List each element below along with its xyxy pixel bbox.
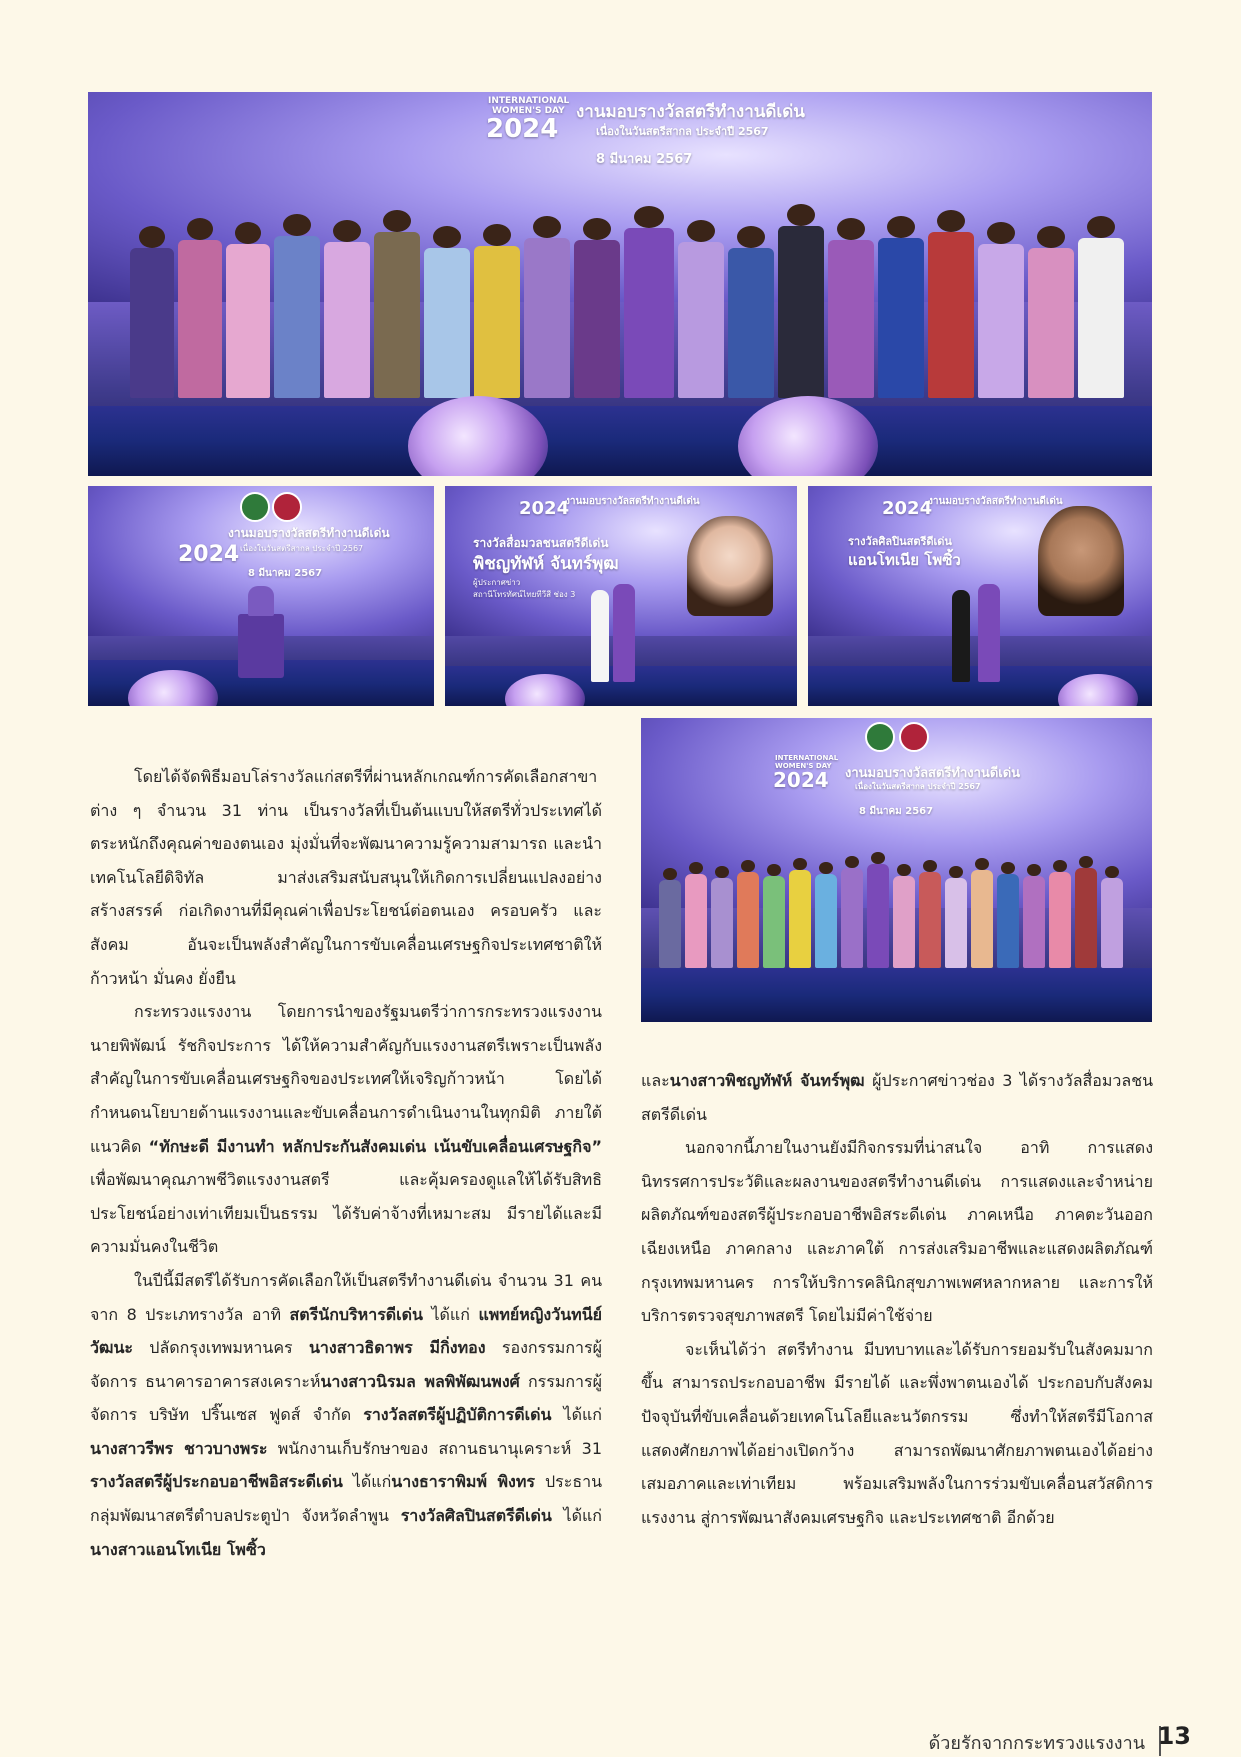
event-date: 8 มีนาคม 2567 [859, 806, 934, 817]
ministry-logo [899, 722, 929, 752]
paragraph-1: โดยได้จัดพิธีมอบโล่รางวัลแก่สตรีที่ผ่านหลักเกณฑ์การคัดเลือกสาขาต่าง ๆ จำนวน 31 ท่าน เป็นรางวัลที่เป็นต้นแบบให้สตรีทั่วประเทศได้ตระหนักถึงคุณค่าของตนเอง มุ่งมั่นที่จะพัฒนาความรู้ความสามารถ และนำเทคโนโลยีดิจิทัล มาส่งเสริมสนับสนุนให้เกิดการเปลี่ยนแปลงอย่างสร้างสรรค์ ก่อเกิดงานที่มีคุณค่าเพื่อประโยชน์ต่อตนเอง ครอบครัว และสังคม อันจะเป็นพลังสำคัญในการขับเคลื่อนเศรษฐกิจประเทศชาติให้ก้าวหน้า มั่นคง ยั่งยืน [90, 767, 602, 988]
event-title: งานมอบรางวัลสตรีทำงานดีเด่น [576, 102, 805, 122]
women-group-photo [641, 718, 1152, 1022]
event-title: งานมอบรางวัลสตรีทำงานดีเด่น [845, 766, 1021, 781]
event-date: 8 มีนาคม 2567 [248, 568, 323, 579]
emblem-logo [240, 492, 270, 522]
footer-label: ด้วยรักจากกระทรวงแรงงาน [928, 1733, 1145, 1754]
badge-intl: INTERNATIONAL [488, 96, 570, 106]
slogan: “ทักษะดี มีงานทำ หลักประกันสังคมเด่น เน้นขับเคลื่อนเศรษฐกิจ” [148, 1136, 602, 1156]
badge-year: 2024 [773, 768, 829, 792]
badge-womens-day: WOMEN'S DAY [775, 762, 832, 770]
recipient [591, 590, 609, 682]
paragraph-conclusion: จะเห็นได้ว่า สตรีทำงาน มีบทบาทและได้รับการยอมรับในสังคมมากขึ้น สามารถประกอบอาชีพ มีรายได้ และพึ่งพาตนเองได้ ประกอบกับสังคมปัจจุบันที่ขับเคลื่อนด้วยเทคโนโลยีและนวัตกรรม ซึ่งทำให้สตรีมีโอกาสแสดงศักยภาพได้อย่างเปิดกว้าง สามารถพัฒนาศักยภาพตนเองได้อย่างเสมอภาคและเท่าเทียม พร้อมเสริมพลังในการร่วมขับเคลื่อนสวัสดิการแรงงาน สู่การพัฒนาสังคมเศรษฐกิจ และประเทศชาติ อีกด้วย [641, 1339, 1153, 1527]
podium [238, 614, 284, 678]
paragraph-2: กระทรวงแรงงาน โดยการนำของรัฐมนตรีว่าการกระทรวงแรงงานนายพิพัฒน์ รัชกิจประการ ได้ให้ความสำคัญกับแรงงานสตรีเพราะเป็นพลังสำคัญในการขับเคลื่อนเศรษฐกิจของประเทศให้เจริญก้าวหน้า โดยได้กำหนดนโยบายด้านแรงงานและขับเคลื่อนการดำเนินงานในทุกมิติ ภายใต้แนวคิด “ทักษะดี มีงานทำ หลักประกันสังคมเด่น เน้นขับเคลื่อนเศรษฐกิจ” เพื่อพัฒนาคุณภาพชีวิตแรงงานสตรี และคุ้มครองดูแลให้ได้รับสิทธิประโยชน์อย่างเท่าเทียมเป็นธรรม ได้รับค่าจ้างที่เหมาะสม มีรายได้และมีความมั่นคงในชีวิต [90, 1002, 602, 1257]
award-title: รางวัลศิลปินสตรีดีเด่น [848, 535, 952, 548]
badge-year: 2024 [882, 498, 933, 519]
event-title: งานมอบรางวัลสตรีทำงานดีเด่น [928, 496, 1063, 507]
paragraph-3: ในปีนี้มีสตรีได้รับการคัดเลือกให้เป็นสตรีทำงานดีเด่น จำนวน 31 คน จาก 8 ประเภทรางวัล อาทิ สตรีนักบริหารดีเด่น ได้แก่ แพทย์หญิงวันทนีย์ วัฒนะ ปลัดกรุงเทพมหานคร นางสาวธิดาพร มีกิ่งทอง รองกรรมการผู้จัดการ ธนาคารอาคารสงเคราะห์นางสาวนิรมล พลพิพัฒนพงศ์ กรรมการผู้จัดการ บริษัท ปริ๊นเซส ฟูดส์ จำกัด รางวัลสตรีผู้ปฏิบัติการดีเด่น ได้แก่ นางสาวรีพร ชาวบางพระ พนักงานเก็บรักษาของ สถานธนานุเคราะห์ 31 รางวัลสตรีผู้ประกอบอาชีพอิสระดีเด่น ได้แก่นางธาราพิมพ์ พิงทร ประธานกลุ่มพัฒนาสตรีตำบลประตูป่า จังหวัดลำพูน รางวัลศิลปินสตรีดีเด่น ได้แก่ นางสาวแอนโทเนีย โพซิ้ว [90, 1270, 603, 1559]
paragraph-continued: และนางสาวพิชญทัฬห์ จันทร์พุฒ ผู้ประกาศข่าวช่อง 3 ได้รางวัลสื่อมวลชนสตรีดีเด่น [641, 1071, 1154, 1124]
award-photo-artist [808, 486, 1152, 706]
badge-intl: INTERNATIONAL [775, 754, 839, 762]
event-date: 8 มีนาคม 2567 [596, 152, 693, 167]
award-name: พิชญทัฬห์ จันทร์พุฒ [473, 554, 619, 574]
group-people [128, 198, 1126, 398]
recipient [952, 590, 970, 682]
presenter [978, 584, 1000, 682]
paragraph-activities: นอกจากนี้ภายในงานยังมีกิจกรรมที่น่าสนใจ อาทิ การแสดงนิทรรศการประวัติและผลงานของสตรีทำงานดีเด่น การแสดงและจำหน่ายผลิตภัณฑ์ของสตรีผู้ประกอบอาชีพอิสระดีเด่น ภาคเหนือ ภาคตะวันออกเฉียงเหนือ ภาคกลาง และภาคใต้ การส่งเสริมอาชีพและแสดงผลิตภัณฑ์กรุงเทพมหานคร การให้บริการคลินิกสุขภาพเพศหลากหลาย และการให้บริการตรวจสุขภาพสตรี โดยไม่มีค่าใช้จ่าย [641, 1138, 1153, 1326]
event-title: งานมอบรางวัลสตรีทำงานดีเด่น [228, 526, 390, 540]
stage-floor [88, 406, 1152, 476]
award-role: ผู้ประกาศข่าว [473, 578, 521, 587]
stage-floor [641, 968, 1152, 1022]
award-org: สถานีโทรทัศน์ไทยทีวีสี ช่อง 3 [473, 590, 576, 599]
page-number: 13 [1157, 1722, 1191, 1750]
presenter [613, 584, 635, 682]
main-group-photo [88, 92, 1152, 476]
event-subtitle: เนื่องในวันสตรีสากล ประจำปี 2567 [240, 544, 364, 553]
event-subtitle: เนื่องในวันสตรีสากล ประจำปี 2567 [855, 782, 981, 791]
portrait [687, 516, 773, 616]
badge-year: 2024 [486, 114, 559, 144]
portrait [1038, 506, 1124, 616]
speaker [248, 586, 274, 616]
emblem-logo [865, 722, 895, 752]
badge-womens-day: WOMEN'S DAY [492, 106, 565, 116]
event-title: งานมอบรางวัลสตรีทำงานดีเด่น [565, 496, 700, 507]
award-title: รางวัลสื่อมวลชนสตรีดีเด่น [473, 536, 609, 550]
left-article-column [90, 760, 602, 1566]
group-people [657, 838, 1125, 968]
ministry-logo [272, 492, 302, 522]
award-name: แอนโทเนีย โพซิ้ว [848, 551, 961, 569]
badge-year: 2024 [178, 542, 240, 567]
award-photo-journalist [445, 486, 797, 706]
event-subtitle: เนื่องในวันสตรีสากล ประจำปี 2567 [596, 125, 769, 138]
speaker-photo [88, 486, 434, 706]
badge-year: 2024 [519, 498, 570, 519]
right-article-column [641, 1064, 1153, 1534]
